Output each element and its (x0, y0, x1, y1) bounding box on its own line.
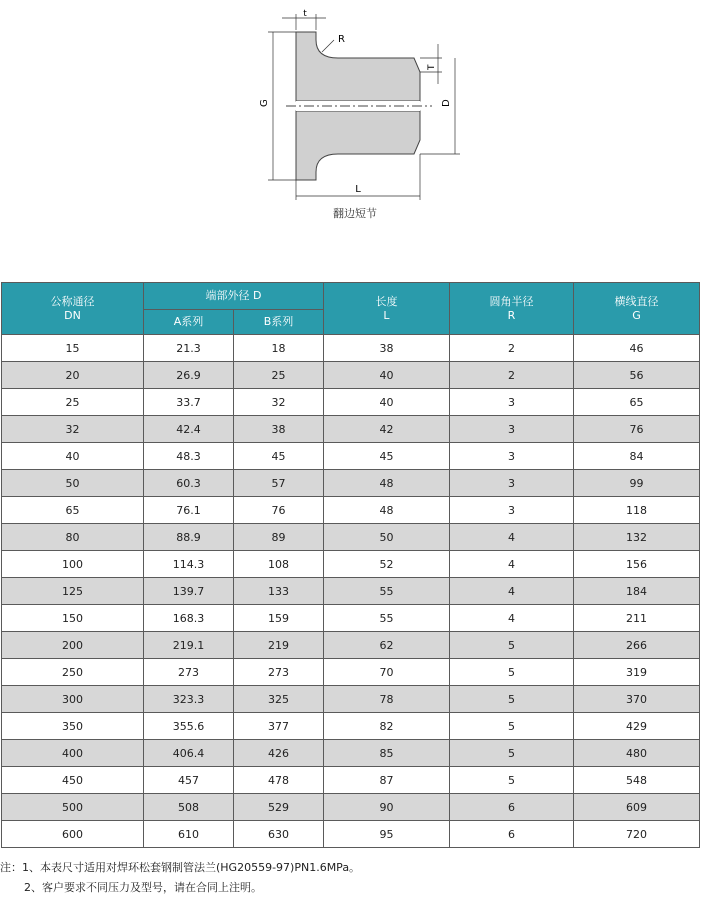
cell-d-a: 26.9 (144, 362, 234, 389)
cell-g: 46 (574, 335, 700, 362)
table-row (2, 470, 700, 497)
dim-label-r: R (338, 34, 345, 45)
cell-d-b: 32 (234, 389, 324, 416)
part-section-upper (296, 32, 420, 101)
table-row (2, 740, 700, 767)
cell-d-b: 108 (234, 551, 324, 578)
cell-g: 184 (574, 578, 700, 605)
cell-g: 56 (574, 362, 700, 389)
notes (0, 858, 360, 898)
table-row (2, 362, 700, 389)
cell-l: 70 (324, 659, 450, 686)
cell-r: 2 (450, 362, 574, 389)
cell-g: 370 (574, 686, 700, 713)
cell-r: 4 (450, 551, 574, 578)
cell-d-b: 219 (234, 632, 324, 659)
cell-g: 319 (574, 659, 700, 686)
table-row (2, 389, 700, 416)
cell-d-b: 45 (234, 443, 324, 470)
cell-dn: 600 (2, 821, 144, 848)
table-row (2, 551, 700, 578)
cell-d-a: 610 (144, 821, 234, 848)
table-row (2, 659, 700, 686)
header-r-symbol: R (507, 308, 516, 322)
cell-r: 2 (450, 335, 574, 362)
cell-g: 156 (574, 551, 700, 578)
cell-d-b: 38 (234, 416, 324, 443)
cell-l: 45 (324, 443, 450, 470)
cell-l: 87 (324, 767, 450, 794)
cell-d-b: 630 (234, 821, 324, 848)
cell-d-a: 457 (144, 767, 234, 794)
cell-dn: 25 (2, 389, 144, 416)
header-dn (2, 283, 144, 335)
cell-r: 4 (450, 524, 574, 551)
cell-d-a: 139.7 (144, 578, 234, 605)
cell-r: 3 (450, 443, 574, 470)
cell-d-a: 323.3 (144, 686, 234, 713)
cell-dn: 20 (2, 362, 144, 389)
cell-l: 55 (324, 578, 450, 605)
header-l-name: 长度 (375, 294, 398, 308)
cell-dn: 100 (2, 551, 144, 578)
header-dn-name: 公称通径 (50, 294, 95, 308)
cell-d-b: 529 (234, 794, 324, 821)
cell-d-b: 89 (234, 524, 324, 551)
header-l-symbol: L (383, 308, 390, 322)
cell-d-a: 60.3 (144, 470, 234, 497)
table-row (2, 713, 700, 740)
cell-d-b: 478 (234, 767, 324, 794)
dim-label-t: t (303, 9, 307, 19)
cell-d-a: 219.1 (144, 632, 234, 659)
cell-g: 99 (574, 470, 700, 497)
note-2: 2、客户要求不同压力及型号，请在合同上注明。 (24, 881, 262, 894)
dimension-table (1, 282, 700, 848)
header-d-series-a: A系列 (144, 310, 234, 335)
table-row (2, 686, 700, 713)
header-dn-symbol: DN (64, 308, 81, 322)
note-1: 注：1、本表尺寸适用对焊环松套钢制管法兰(HG20559-97)PN1.6MPa。 (0, 861, 361, 874)
cell-r: 3 (450, 389, 574, 416)
cell-d-a: 42.4 (144, 416, 234, 443)
cell-g: 480 (574, 740, 700, 767)
part-section-lower (296, 111, 420, 180)
cell-l: 40 (324, 362, 450, 389)
cell-d-b: 76 (234, 497, 324, 524)
cell-dn: 300 (2, 686, 144, 713)
table-row (2, 632, 700, 659)
cell-dn: 500 (2, 794, 144, 821)
table-row (2, 767, 700, 794)
cell-dn: 65 (2, 497, 144, 524)
cell-g: 429 (574, 713, 700, 740)
cell-r: 3 (450, 497, 574, 524)
table-row (2, 524, 700, 551)
header-g (574, 283, 700, 335)
header-r-name: 圆角半径 (489, 294, 534, 308)
cell-dn: 250 (2, 659, 144, 686)
cell-l: 48 (324, 470, 450, 497)
cell-l: 55 (324, 605, 450, 632)
header-r (450, 283, 574, 335)
cell-g: 118 (574, 497, 700, 524)
cell-l: 90 (324, 794, 450, 821)
cell-dn: 32 (2, 416, 144, 443)
cell-d-a: 168.3 (144, 605, 234, 632)
table-row (2, 605, 700, 632)
cell-g: 65 (574, 389, 700, 416)
drawing-caption: 翻边短节 (333, 207, 377, 220)
cell-dn: 150 (2, 605, 144, 632)
cell-d-a: 88.9 (144, 524, 234, 551)
cell-d-a: 33.7 (144, 389, 234, 416)
cell-d-a: 508 (144, 794, 234, 821)
cell-dn: 80 (2, 524, 144, 551)
cell-g: 84 (574, 443, 700, 470)
cell-r: 3 (450, 470, 574, 497)
table-row (2, 416, 700, 443)
cell-l: 62 (324, 632, 450, 659)
cell-d-a: 114.3 (144, 551, 234, 578)
cell-l: 85 (324, 740, 450, 767)
cell-g: 132 (574, 524, 700, 551)
header-l (324, 283, 450, 335)
cell-dn: 125 (2, 578, 144, 605)
cell-r: 4 (450, 605, 574, 632)
cell-l: 82 (324, 713, 450, 740)
table-row (2, 497, 700, 524)
header-d-series-b: B系列 (234, 310, 324, 335)
cell-r: 6 (450, 821, 574, 848)
dim-label-tt: T (427, 64, 437, 70)
cell-d-a: 21.3 (144, 335, 234, 362)
cell-g: 609 (574, 794, 700, 821)
cell-r: 5 (450, 740, 574, 767)
cell-g: 76 (574, 416, 700, 443)
cell-d-b: 25 (234, 362, 324, 389)
header-d: 端部外径 D (144, 283, 324, 310)
cell-d-b: 57 (234, 470, 324, 497)
cell-l: 42 (324, 416, 450, 443)
cell-l: 38 (324, 335, 450, 362)
cell-d-a: 48.3 (144, 443, 234, 470)
cell-d-b: 273 (234, 659, 324, 686)
flange-stub-drawing (0, 0, 710, 240)
cell-g: 211 (574, 605, 700, 632)
cell-r: 5 (450, 767, 574, 794)
cell-d-b: 377 (234, 713, 324, 740)
cell-l: 48 (324, 497, 450, 524)
cell-d-a: 355.6 (144, 713, 234, 740)
table-row (2, 578, 700, 605)
cell-d-a: 273 (144, 659, 234, 686)
cell-dn: 50 (2, 470, 144, 497)
cell-l: 78 (324, 686, 450, 713)
dim-label-l: L (355, 184, 361, 195)
cell-d-b: 426 (234, 740, 324, 767)
header-g-symbol: G (632, 308, 641, 322)
cell-d-a: 406.4 (144, 740, 234, 767)
cell-l: 52 (324, 551, 450, 578)
cell-l: 95 (324, 821, 450, 848)
cell-r: 3 (450, 416, 574, 443)
dim-label-d: D (441, 99, 452, 107)
cell-r: 5 (450, 713, 574, 740)
dim-label-g: G (259, 99, 270, 107)
table-row (2, 443, 700, 470)
cell-dn: 40 (2, 443, 144, 470)
cell-g: 266 (574, 632, 700, 659)
cell-d-a: 76.1 (144, 497, 234, 524)
cell-dn: 350 (2, 713, 144, 740)
cell-r: 5 (450, 632, 574, 659)
cell-dn: 15 (2, 335, 144, 362)
table-row (2, 821, 700, 848)
cell-r: 6 (450, 794, 574, 821)
cell-r: 4 (450, 578, 574, 605)
cell-d-b: 133 (234, 578, 324, 605)
table-row (2, 335, 700, 362)
cell-d-b: 18 (234, 335, 324, 362)
cell-d-b: 325 (234, 686, 324, 713)
cell-d-b: 159 (234, 605, 324, 632)
cell-l: 40 (324, 389, 450, 416)
cell-r: 5 (450, 659, 574, 686)
cell-g: 720 (574, 821, 700, 848)
cell-dn: 200 (2, 632, 144, 659)
header-g-name: 横线直径 (614, 294, 659, 308)
cell-dn: 400 (2, 740, 144, 767)
cell-r: 5 (450, 686, 574, 713)
cell-g: 548 (574, 767, 700, 794)
table-row (2, 794, 700, 821)
table-body (2, 335, 700, 848)
cell-l: 50 (324, 524, 450, 551)
cell-dn: 450 (2, 767, 144, 794)
